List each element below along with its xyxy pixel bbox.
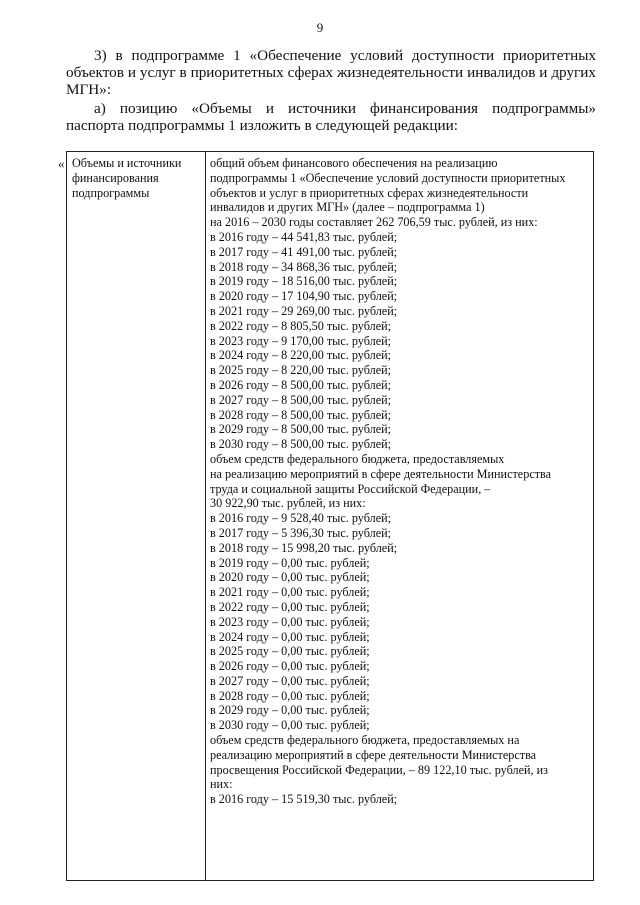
- funding-line: в 2016 году – 15 519,30 тыс. рублей;: [210, 792, 398, 807]
- funding-line: в 2026 году – 0,00 тыс. рублей;: [210, 659, 370, 674]
- funding-label-cell: Объемы и источники финансирования подпрограммы: [72, 156, 182, 200]
- funding-line: общий объем финансового обеспечения на реализацию: [210, 156, 498, 170]
- funding-line: в 2023 году – 0,00 тыс. рублей;: [210, 614, 370, 629]
- funding-line: в 2024 году – 8 220,00 тыс. рублей;: [210, 348, 392, 363]
- funding-line: них:: [210, 777, 233, 792]
- funding-line: в 2017 году – 5 396,30 тыс. рублей;: [210, 525, 392, 540]
- funding-line: в 2026 году – 8 500,00 тыс. рублей;: [210, 377, 392, 392]
- funding-line: в 2018 году – 34 868,36 тыс. рублей;: [210, 259, 398, 274]
- funding-line: в 2018 году – 15 998,20 тыс. рублей;: [210, 540, 398, 555]
- funding-line: в 2028 году – 8 500,00 тыс. рублей;: [210, 407, 392, 422]
- funding-line: в 2024 году – 0,00 тыс. рублей;: [210, 629, 370, 644]
- funding-line: в 2022 году – 0,00 тыс. рублей;: [210, 599, 370, 614]
- paragraph2-text: а) позицию «Объемы и источники финансирования подпрограммы» паспорта подпрограммы 1 изложить в следующей редакции:: [66, 100, 596, 134]
- funding-line: объектов и услуг в приоритетных сферах жизнедеятельности: [210, 185, 529, 200]
- funding-line: труда и социальной защиты Российской Федерации, –: [210, 481, 491, 496]
- paragraph1-text: 3) в подпрограмме 1 «Обеспечение условий доступности приоритетных объектов и услуг в приоритетных сферах жизнедеятельности инвалидов и других МГН»:: [66, 47, 596, 98]
- funding-line: в 2025 году – 8 220,00 тыс. рублей;: [210, 363, 392, 378]
- funding-line: в 2029 году – 0,00 тыс. рублей;: [210, 703, 370, 718]
- funding-line: в 2027 году – 8 500,00 тыс. рублей;: [210, 392, 392, 407]
- funding-line: в 2017 году – 41 491,00 тыс. рублей;: [210, 244, 398, 259]
- funding-line: в 2021 году – 0,00 тыс. рублей;: [210, 585, 370, 600]
- funding-line: в 2021 году – 29 269,00 тыс. рублей;: [210, 303, 398, 318]
- funding-line: в 2016 году – 44 541,83 тыс. рублей;: [210, 229, 398, 244]
- funding-line: реализацию мероприятий в сфере деятельности Министерства: [210, 747, 537, 762]
- funding-line: в 2030 году – 0,00 тыс. рублей;: [210, 718, 370, 733]
- funding-line: подпрограммы 1 «Обеспечение условий доступности приоритетных: [210, 170, 566, 185]
- paragraph-subprogram-heading: [66, 47, 596, 98]
- funding-line: в 2028 году – 0,00 тыс. рублей;: [210, 688, 370, 703]
- funding-line: в 2020 году – 17 104,90 тыс. рублей;: [210, 289, 398, 304]
- funding-details-cell: [210, 156, 590, 807]
- opening-quote-mark: «: [58, 156, 65, 171]
- funding-line: на реализацию мероприятий в сфере деятельности Министерства: [210, 466, 552, 481]
- funding-line: 30 922,90 тыс. рублей, из них:: [210, 496, 366, 511]
- funding-line: в 2027 году – 0,00 тыс. рублей;: [210, 673, 370, 688]
- funding-line: в 2020 году – 0,00 тыс. рублей;: [210, 570, 370, 585]
- funding-table: [66, 151, 594, 881]
- funding-line: в 2019 году – 0,00 тыс. рублей;: [210, 555, 370, 570]
- funding-line: в 2019 году – 18 516,00 тыс. рублей;: [210, 274, 398, 289]
- funding-line: просвещения Российской Федерации, – 89 122,10 тыс. рублей, из: [210, 762, 548, 777]
- funding-line: в 2025 году – 0,00 тыс. рублей;: [210, 644, 370, 659]
- funding-line: в 2016 году – 9 528,40 тыс. рублей;: [210, 511, 392, 526]
- funding-line: в 2029 году – 8 500,00 тыс. рублей;: [210, 422, 392, 437]
- funding-line: инвалидов и других МГН» (далее – подпрограмма 1): [210, 200, 485, 215]
- funding-line: в 2022 году – 8 805,50 тыс. рублей;: [210, 318, 392, 333]
- funding-line: на 2016 – 2030 годы составляет 262 706,59 тыс. рублей, из них:: [210, 215, 538, 230]
- funding-line: объем средств федерального бюджета, предоставляемых: [210, 451, 505, 466]
- paragraph-instruction: [66, 100, 596, 134]
- funding-line: в 2023 году – 9 170,00 тыс. рублей;: [210, 333, 392, 348]
- page-number: 9: [316, 20, 324, 35]
- column-divider: [205, 152, 206, 880]
- funding-line: объем средств федерального бюджета, предоставляемых на: [210, 733, 520, 748]
- funding-line: в 2030 году – 8 500,00 тыс. рублей;: [210, 437, 392, 452]
